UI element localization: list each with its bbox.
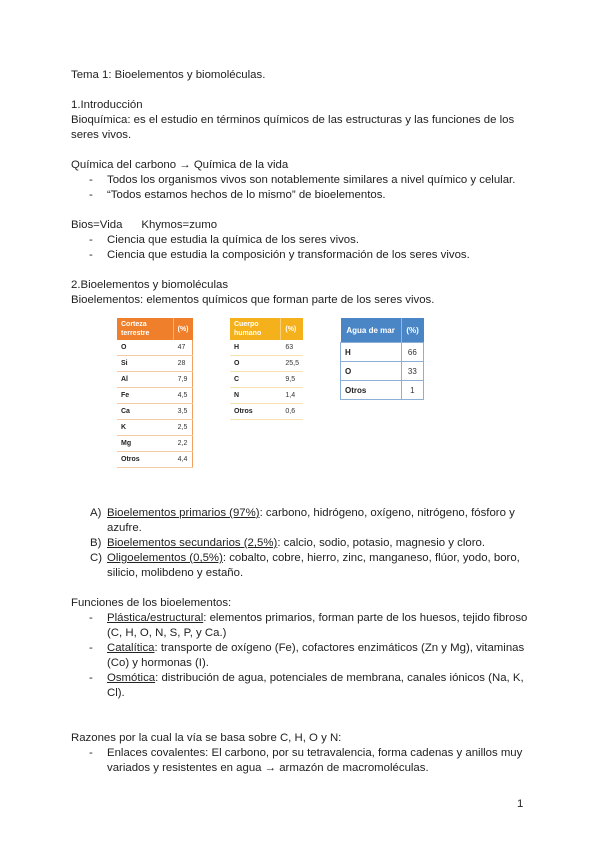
element-percent: 28	[173, 356, 192, 372]
carbon-list	[71, 173, 541, 203]
intro-definition: Bioquímica: es el estudio en términos químicos de las estructuras y las funciones de los seres vivos.	[71, 114, 515, 141]
element-symbol: Otros	[230, 404, 281, 420]
term-description: : distribución de agua, potenciales de membrana, canales iónicos (Na, K, Cl).	[107, 672, 524, 699]
section2-definition: Bioelementos: elementos químicos que forman parte de los seres vivos.	[71, 294, 435, 306]
table-header: Cuerpo humano	[230, 318, 281, 340]
table-row	[117, 388, 193, 404]
element-symbol: Si	[117, 356, 173, 372]
list-item	[71, 671, 541, 701]
table-agua-de-mar	[340, 318, 424, 400]
intro-heading: 1.Introducción	[71, 99, 143, 111]
functions-heading: Funciones de los bioelementos:	[71, 597, 232, 609]
term-description: : transporte de oxígeno (Fe), cofactores enzimáticos (Zn y Mg), vitaminas (Co) y hormonas (I).	[107, 642, 525, 669]
element-percent: 0,6	[281, 404, 303, 420]
element-symbol: Fe	[117, 388, 173, 404]
list-item	[71, 536, 541, 551]
element-percent: 3,5	[173, 404, 192, 420]
element-percent: 47	[173, 340, 192, 356]
element-percent: 2,5	[173, 420, 192, 436]
table-body	[117, 340, 193, 468]
table-row	[117, 356, 193, 372]
term-description: : carbono, hidrógeno, oxígeno, nitrógeno, fósforo y azufre.	[107, 507, 515, 534]
table-row	[341, 381, 424, 400]
list-item: - Todos los organismos vivos son notablemente similares a nivel químico y celular.	[71, 173, 541, 188]
table-body	[341, 343, 424, 400]
table-header: (%)	[401, 318, 423, 343]
element-symbol: Ca	[117, 404, 173, 420]
element-symbol: H	[341, 343, 402, 362]
element-symbol: O	[117, 340, 173, 356]
element-percent: 9,5	[281, 372, 303, 388]
element-percent: 66	[401, 343, 423, 362]
reasons-list	[71, 746, 541, 776]
term: Osmótica	[107, 672, 156, 684]
table-row	[117, 340, 193, 356]
table-header: Agua de mar	[341, 318, 402, 343]
document-page	[71, 68, 541, 776]
table-row	[117, 404, 193, 420]
page-number: 1	[517, 798, 524, 810]
element-symbol: K	[117, 420, 173, 436]
reasons-heading: Razones por la cual la vía se basa sobre C, H, O y N:	[71, 732, 342, 744]
list-item	[71, 551, 541, 581]
element-percent: 25,5	[281, 356, 303, 372]
element-symbol: H	[230, 340, 281, 356]
element-symbol: Al	[117, 372, 173, 388]
etymology-list	[71, 233, 541, 263]
etymology-heading: Bios=Vida Khymos=zumo	[71, 219, 218, 231]
table-header: Corteza terrestre	[117, 318, 173, 340]
list-item	[71, 641, 541, 671]
list-marker: C)	[90, 552, 103, 564]
term: Oligoelementos (0,5%)	[107, 552, 223, 564]
element-percent: 1	[401, 381, 423, 400]
term-description: : cobalto, cobre, hierro, zinc, manganeso, flúor, yodo, boro, silicio, molibdeno y estaño.	[107, 552, 520, 579]
classification-list	[71, 506, 541, 581]
element-percent: 7,9	[173, 372, 192, 388]
bioelement-tables	[71, 318, 541, 498]
carbon-heading: Química del carbono → Química de la vida	[71, 159, 289, 171]
table-row	[230, 388, 303, 404]
list-item	[71, 506, 541, 536]
element-percent: 63	[281, 340, 303, 356]
list-item: - Enlaces covalentes: El carbono, por su tetravalencia, forma cadenas y anillos muy variados y resistentes en agua → armazón de macromoléculas.	[71, 746, 541, 776]
term-description: : calcio, sodio, potasio, magnesio y cloro.	[277, 537, 485, 549]
document-title: Tema 1: Bioelementos y biomoléculas.	[71, 69, 266, 81]
list-marker: B)	[90, 537, 102, 549]
term: Bioelementos secundarios (2,5%)	[107, 537, 278, 549]
element-percent: 4,5	[173, 388, 192, 404]
table-body	[230, 340, 303, 420]
table-header: (%)	[281, 318, 303, 340]
list-item	[71, 611, 541, 641]
table-row	[230, 372, 303, 388]
table-row	[230, 340, 303, 356]
list-marker: A)	[90, 507, 102, 519]
element-percent: 4,4	[173, 452, 192, 468]
element-symbol: Mg	[117, 436, 173, 452]
element-percent: 2,2	[173, 436, 192, 452]
list-item: - Ciencia que estudia la composición y transformación de los seres vivos.	[71, 248, 541, 263]
element-symbol: Otros	[117, 452, 173, 468]
element-symbol: N	[230, 388, 281, 404]
table-row	[341, 343, 424, 362]
list-item: - “Todos estamos hechos de lo mismo” de bioelementos.	[71, 188, 541, 203]
element-percent: 33	[401, 362, 423, 381]
functions-list	[71, 611, 541, 701]
term: Plástica/estructural	[107, 612, 204, 624]
section2-heading: 2.Bioelementos y biomoléculas	[71, 279, 229, 291]
table-row	[117, 420, 193, 436]
table-row	[117, 452, 193, 468]
table-row	[230, 356, 303, 372]
element-symbol: C	[230, 372, 281, 388]
element-symbol: Otros	[341, 381, 402, 400]
table-header: (%)	[173, 318, 192, 340]
element-percent: 1,4	[281, 388, 303, 404]
table-row	[117, 372, 193, 388]
element-symbol: O	[341, 362, 402, 381]
table-row	[117, 436, 193, 452]
table-row	[341, 362, 424, 381]
term: Bioelementos primarios (97%)	[107, 507, 260, 519]
term-description: : elementos primarios, forman parte de los huesos, tejido fibroso (C, H, O, N, S, P, y Ca.)	[107, 612, 528, 639]
term: Catalítica	[107, 642, 155, 654]
table-cuerpo-humano	[230, 318, 303, 420]
list-item: - Ciencia que estudia la química de los seres vivos.	[71, 233, 541, 248]
element-symbol: O	[230, 356, 281, 372]
table-corteza-terrestre	[117, 318, 193, 468]
table-row	[230, 404, 303, 420]
